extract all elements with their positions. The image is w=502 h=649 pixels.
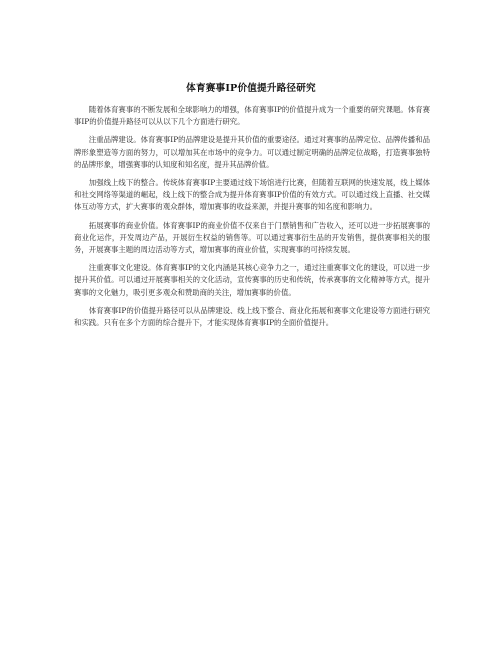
document-title: 体育赛事IP价值提升路径研究 <box>186 83 316 94</box>
paragraph-online-offline: 加强线上线下的整合。传统体育赛事IP主要通过线下场馆进行比赛，但随着互联网的快速发展，线上媒体和社交网络等渠道的崛起，线上线下的整合成为提升体育赛事IP价值的有效方式。可以通过线上直播、社交媒体互动等方式，扩大赛事的观众群体，增加赛事的收益来源，并提升赛事的知名度和影响力。 <box>74 178 430 212</box>
paragraph-intro: 随着体育赛事的不断发展和全球影响力的增强，体育赛事IP的价值提升成为一个重要的研究课题。体育赛事IP的价值提升路径可以从以下几个方面进行研究。 <box>74 105 430 127</box>
document-body <box>74 104 430 335</box>
paragraph-brand-building: 注重品牌建设。体育赛事IP的品牌建设是提升其价值的重要途径。通过对赛事的品牌定位、品牌传播和品牌形象塑造等方面的努力，可以增加其在市场中的竞争力。可以通过制定明确的品牌定位战略，打造赛事独特的品牌形象，增强赛事的认知度和知名度，提升其品牌价值。 <box>74 135 430 169</box>
paragraph-commercial-value: 拓展赛事的商业价值。体育赛事IP的商业价值不仅来自于门票销售和广告收入，还可以进一步拓展赛事的商业化运作，开发周边产品，开展衍生权益的销售等。可以通过赛事衍生品的开发销售，提供赛事相关的服务，开展赛事主题的周边活动等方式，增加赛事的商业价值，实现赛事的可持续发展。 <box>74 220 430 255</box>
paragraph-conclusion: 体育赛事IP的价值提升路径可以从品牌建设、线上线下整合、商业化拓展和赛事文化建设等方面进行研究和实践。只有在多个方面的综合提升下，才能实现体育赛事IP的全面价值提升。 <box>74 305 430 328</box>
paragraph-culture-building: 注重赛事文化建设。体育赛事IP的文化内涵是其核心竞争力之一，通过注重赛事文化的建设，可以进一步提升其价值。可以通过开展赛事相关的文化活动，宣传赛事的历史和传统，传承赛事的文化精神等方式，提升赛事的文化魅力，吸引更多观众和赞助商的关注，增加赛事的价值。 <box>74 263 430 297</box>
